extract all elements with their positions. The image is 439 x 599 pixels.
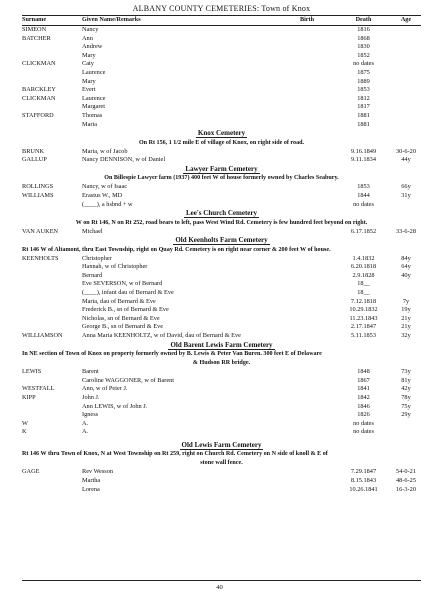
death-cell: 1853 bbox=[357, 86, 370, 94]
birth-cell bbox=[278, 103, 336, 112]
birth-cell bbox=[278, 263, 336, 272]
death-cell: 18__ bbox=[357, 289, 370, 297]
age-cell: 54-0-21 bbox=[396, 468, 416, 476]
surname-cell bbox=[22, 377, 82, 386]
age-cell bbox=[391, 35, 421, 44]
death-cell: 5.11.1853 bbox=[351, 332, 376, 340]
death-cell: 6.20.1818 bbox=[350, 263, 377, 271]
given-cell: Ann bbox=[82, 34, 93, 42]
death-cell: 18__ bbox=[357, 280, 370, 288]
table-row bbox=[22, 255, 421, 264]
death-cell: 1867 bbox=[357, 376, 370, 384]
birth-cell bbox=[278, 201, 336, 210]
death-cell: 1816 bbox=[357, 26, 370, 33]
surname-cell: BATCHER bbox=[22, 34, 51, 42]
given-cell: Caty bbox=[82, 60, 94, 68]
birth-cell bbox=[278, 86, 336, 95]
section-title-knox: Knox Cemetery bbox=[197, 129, 246, 138]
given-cell: Rev Wesson bbox=[82, 468, 114, 476]
given-cell: Mary bbox=[82, 77, 96, 85]
age-cell: 31y bbox=[401, 191, 411, 199]
age-cell: 33-6-28 bbox=[396, 227, 416, 235]
death-cell: 1842 bbox=[357, 393, 370, 401]
table-row bbox=[22, 468, 421, 477]
death-cell: 1848 bbox=[357, 368, 370, 376]
death-cell: 2.9.1828 bbox=[352, 271, 375, 279]
surname-cell bbox=[22, 121, 82, 130]
surname-cell bbox=[22, 411, 82, 420]
surname-cell bbox=[22, 477, 82, 486]
table-row bbox=[22, 121, 421, 130]
birth-cell bbox=[278, 289, 336, 298]
age-cell: 19y bbox=[401, 306, 411, 314]
table-row bbox=[22, 411, 421, 420]
death-cell: 1868 bbox=[357, 34, 370, 42]
birth-cell bbox=[278, 468, 336, 477]
birth-cell bbox=[278, 69, 336, 78]
death-cell: 9.11.1834 bbox=[351, 156, 376, 164]
table-row bbox=[22, 315, 421, 324]
birth-cell bbox=[278, 403, 336, 412]
table-row bbox=[22, 385, 421, 394]
section-note-barent-1: In NE section of Town of Knox on property formerly owned by B. Lewis & Peter Van Buren. 300 feet E of Delaware bbox=[22, 351, 322, 358]
given-cell: Bernard bbox=[82, 271, 103, 279]
age-cell: 30-6-20 bbox=[396, 147, 416, 155]
birth-cell bbox=[278, 148, 336, 157]
header-death: Death bbox=[355, 16, 372, 23]
table-row bbox=[22, 43, 421, 52]
given-cell: Nancy, w of Isaac bbox=[82, 183, 128, 191]
footer-rule bbox=[22, 580, 421, 581]
given-cell: Andrew bbox=[82, 43, 103, 51]
birth-cell bbox=[278, 43, 336, 52]
table-row bbox=[22, 60, 421, 69]
death-cell: 2.17.1847 bbox=[350, 323, 377, 331]
age-cell: 73y bbox=[401, 368, 411, 376]
birth-cell bbox=[278, 377, 336, 386]
death-cell: 1817 bbox=[357, 103, 370, 111]
birth-cell bbox=[278, 26, 336, 35]
table-row bbox=[22, 403, 421, 412]
section-title-keenholts: Old Keenholts Farm Cemetery bbox=[175, 236, 268, 245]
birth-cell bbox=[278, 420, 336, 429]
death-cell: 8.15.1843 bbox=[350, 476, 377, 484]
age-cell: 44y bbox=[401, 156, 411, 164]
given-cell: Maria, dau of Bernard & Eve bbox=[82, 297, 156, 305]
surname-cell bbox=[22, 298, 82, 307]
section-note-oldlewis-2: stone wall fence. bbox=[200, 460, 243, 467]
birth-cell bbox=[278, 332, 336, 341]
death-cell: 7.29.1847 bbox=[350, 468, 377, 476]
age-cell: 16-3-20 bbox=[396, 485, 416, 493]
surname-cell bbox=[22, 263, 82, 272]
surname-cell bbox=[22, 272, 82, 281]
age-cell: 29y bbox=[401, 411, 411, 419]
death-cell: 1853 bbox=[357, 183, 370, 191]
age-cell bbox=[391, 201, 421, 210]
given-cell: Nancy bbox=[82, 26, 99, 33]
given-cell: (____), a hsbnd + w bbox=[82, 200, 133, 208]
table-row bbox=[22, 368, 421, 377]
table-row bbox=[22, 280, 421, 289]
age-cell bbox=[391, 60, 421, 69]
birth-cell bbox=[278, 60, 336, 69]
given-cell: Barent bbox=[82, 368, 99, 376]
death-cell: 1830 bbox=[357, 43, 370, 51]
age-cell bbox=[391, 95, 421, 104]
given-cell: (____), infant dau of Bernard & Eve bbox=[82, 289, 174, 297]
age-cell: 7y bbox=[402, 297, 410, 305]
section-title-lees: Lee's Church Cemetery bbox=[185, 209, 258, 218]
table-row bbox=[22, 263, 421, 272]
section-note-knox: On Rt 156, 1 1/2 mile E of village of Knox, on right side of road. bbox=[138, 139, 305, 146]
age-cell: 64y bbox=[401, 263, 411, 271]
age-cell bbox=[391, 103, 421, 112]
column-header bbox=[22, 15, 421, 26]
table-row bbox=[22, 306, 421, 315]
surname-cell: CLICKMAN bbox=[22, 94, 56, 102]
surname-cell bbox=[22, 403, 82, 412]
death-cell: no dates bbox=[353, 60, 374, 68]
table-row bbox=[22, 298, 421, 307]
given-cell: Maria, w of Jacob bbox=[82, 147, 128, 155]
death-cell: 11.23.1843 bbox=[349, 314, 378, 322]
death-cell: 1.4.1832 bbox=[352, 254, 375, 262]
given-cell: George B., sn of Bernard & Eve bbox=[82, 323, 164, 331]
birth-cell bbox=[278, 428, 336, 437]
age-cell: 32y bbox=[401, 332, 411, 340]
birth-cell bbox=[278, 78, 336, 87]
birth-cell bbox=[278, 228, 336, 237]
section-note-lees: W on Rt 146, N on Rt 252, road bears to left, pass West Wind Rd. Cemetery is few hundred feet beyond on right. bbox=[75, 219, 368, 226]
surname-cell bbox=[22, 201, 82, 210]
death-cell: 10.26.1841 bbox=[349, 485, 378, 493]
table-row bbox=[22, 148, 421, 157]
given-cell: Martha bbox=[82, 476, 101, 484]
birth-cell bbox=[278, 394, 336, 403]
birth-cell bbox=[278, 306, 336, 315]
given-cell: Nancy DENNISON, w of Daniel bbox=[82, 156, 166, 164]
birth-cell bbox=[278, 298, 336, 307]
surname-cell: GALLUP bbox=[22, 156, 47, 164]
death-cell: no dates bbox=[353, 428, 374, 436]
surname-cell bbox=[22, 289, 82, 298]
surname-cell: WILLIAMSON bbox=[22, 332, 63, 340]
table-row bbox=[22, 78, 421, 87]
rows-top bbox=[22, 26, 421, 129]
section-note-barent-2: & Hudson RR bridge. bbox=[192, 360, 251, 367]
given-cell: A. bbox=[82, 419, 89, 427]
death-cell: 9.16.1849 bbox=[350, 147, 377, 155]
table-row bbox=[22, 428, 421, 437]
age-cell bbox=[391, 289, 421, 298]
section-title-barent: Old Barent Lewis Farm Cemetery bbox=[170, 340, 273, 349]
birth-cell bbox=[278, 156, 336, 165]
table-row bbox=[22, 156, 421, 165]
rows-keenholts bbox=[22, 255, 421, 341]
header-surname: Surname bbox=[22, 16, 47, 23]
given-cell: Anna Maria KEENHOLTZ, w of David, dau of Bernard & Eve bbox=[82, 332, 241, 340]
header-birth: Birth bbox=[299, 16, 315, 23]
birth-cell bbox=[278, 52, 336, 61]
given-cell: Laurence bbox=[82, 68, 106, 76]
given-cell: Evert bbox=[82, 86, 96, 94]
given-cell: Maria bbox=[82, 120, 98, 128]
rows-oldlewis bbox=[22, 468, 421, 494]
section-note-lawyer: On Billespie Lawyer farm (1937) 400 feet W of house formerly owned by Charles Seabury. bbox=[104, 175, 339, 182]
table-row bbox=[22, 192, 421, 201]
table-row bbox=[22, 272, 421, 281]
age-cell: 78y bbox=[401, 393, 411, 401]
surname-cell bbox=[22, 43, 82, 52]
surname-cell bbox=[22, 52, 82, 61]
surname-cell: K bbox=[22, 428, 27, 436]
birth-cell bbox=[278, 121, 336, 130]
surname-cell: CLICKMAN bbox=[22, 60, 56, 68]
birth-cell bbox=[278, 255, 336, 264]
given-cell: Caroline WAGGONER, w of Barent bbox=[82, 376, 175, 384]
page-title: ALBANY COUNTY CEMETERIES: Town of Knox bbox=[132, 4, 311, 13]
birth-cell bbox=[278, 486, 336, 495]
table-row bbox=[22, 289, 421, 298]
birth-cell bbox=[278, 368, 336, 377]
table-row bbox=[22, 420, 421, 429]
table-row bbox=[22, 477, 421, 486]
given-cell: Laurence bbox=[82, 94, 106, 102]
birth-cell bbox=[278, 477, 336, 486]
age-cell bbox=[391, 86, 421, 95]
age-cell bbox=[391, 121, 421, 130]
given-cell: Christopher bbox=[82, 254, 112, 262]
page-number: 40 bbox=[216, 584, 223, 591]
surname-cell: KIPP bbox=[22, 393, 36, 401]
table-row bbox=[22, 201, 421, 210]
birth-cell bbox=[278, 315, 336, 324]
table-row bbox=[22, 95, 421, 104]
given-cell: Nicholas, sn of Bernard & Eve bbox=[82, 314, 160, 322]
age-cell: 40y bbox=[401, 271, 411, 279]
death-cell: 1844 bbox=[357, 191, 370, 199]
death-cell: 1852 bbox=[357, 51, 370, 59]
surname-cell: BARCKLEY bbox=[22, 86, 56, 94]
table-row bbox=[22, 183, 421, 192]
surname-cell: BRUNK bbox=[22, 147, 45, 155]
birth-cell bbox=[278, 95, 336, 104]
death-cell: 7.12.1818 bbox=[350, 297, 377, 305]
birth-cell bbox=[278, 192, 336, 201]
rows-knox bbox=[22, 148, 421, 165]
surname-cell: WILLIAMS bbox=[22, 191, 54, 199]
section-title-oldlewis: Old Lewis Farm Cemetery bbox=[181, 440, 262, 449]
age-cell bbox=[391, 69, 421, 78]
given-cell: Mary bbox=[82, 51, 96, 59]
age-cell bbox=[391, 78, 421, 87]
table-row bbox=[22, 35, 421, 44]
given-cell: Frederick B., sn of Bernard & Eve bbox=[82, 306, 169, 314]
birth-cell bbox=[278, 112, 336, 121]
death-cell: no dates bbox=[353, 200, 374, 208]
table-row bbox=[22, 103, 421, 112]
section-note-keenholts: Rt 146 W of Altamont, thru East Township, right on Quay Rd. Cemetery is on right near corner & 200 feet W of house. bbox=[22, 246, 331, 253]
surname-cell: SIMEON bbox=[22, 26, 47, 33]
table-row bbox=[22, 394, 421, 403]
surname-cell: GAGE bbox=[22, 468, 40, 476]
age-cell: 81y bbox=[401, 376, 411, 384]
header-given: Given Name/Remarks bbox=[82, 16, 141, 23]
surname-cell: WESTFALL bbox=[22, 385, 55, 393]
age-cell: 75y bbox=[401, 402, 411, 410]
given-cell: Margaret bbox=[82, 103, 105, 111]
surname-cell: VAN AUKEN bbox=[22, 227, 59, 235]
table-row bbox=[22, 26, 421, 35]
surname-cell bbox=[22, 280, 82, 289]
given-cell: Michael bbox=[82, 227, 103, 235]
surname-cell bbox=[22, 486, 82, 495]
birth-cell bbox=[278, 280, 336, 289]
death-cell: no dates bbox=[353, 419, 374, 427]
given-cell: Thomas bbox=[82, 111, 103, 119]
birth-cell bbox=[278, 35, 336, 44]
birth-cell bbox=[278, 272, 336, 281]
surname-cell bbox=[22, 323, 82, 332]
table-row bbox=[22, 332, 421, 341]
age-cell bbox=[391, 112, 421, 121]
rows-lees bbox=[22, 228, 421, 237]
header-age: Age bbox=[400, 16, 412, 23]
death-cell: 10.29.1832 bbox=[349, 306, 378, 314]
death-cell: 1881 bbox=[357, 111, 370, 119]
surname-cell bbox=[22, 103, 82, 112]
age-cell: 21y bbox=[401, 314, 411, 322]
surname-cell: ROLLINGS bbox=[22, 183, 54, 191]
given-cell: Ann, w of Peter J. bbox=[82, 385, 128, 393]
age-cell: 21y bbox=[401, 323, 411, 331]
death-cell: 1875 bbox=[357, 68, 370, 76]
birth-cell bbox=[278, 323, 336, 332]
age-cell bbox=[391, 52, 421, 61]
table-row bbox=[22, 228, 421, 237]
surname-cell bbox=[22, 315, 82, 324]
table-row bbox=[22, 52, 421, 61]
table-row bbox=[22, 112, 421, 121]
rows-lawyer bbox=[22, 183, 421, 209]
given-cell: John J. bbox=[82, 393, 100, 401]
given-cell: Igness bbox=[82, 411, 99, 419]
death-cell: 1826 bbox=[357, 411, 370, 419]
section-note-oldlewis-1: Rt 146 W thru Town of Knox, N at West Township on Rt 259, right on Church Rd. Cemetery on N side of knoll & E of bbox=[22, 451, 328, 458]
rows-barent bbox=[22, 368, 421, 437]
table-row bbox=[22, 86, 421, 95]
age-cell: 42y bbox=[401, 385, 411, 393]
birth-cell bbox=[278, 183, 336, 192]
birth-cell bbox=[278, 411, 336, 420]
table-row bbox=[22, 377, 421, 386]
birth-cell bbox=[278, 385, 336, 394]
given-cell: Ann LEWIS, w of John J. bbox=[82, 402, 148, 410]
surname-cell: STAFFORD bbox=[22, 111, 54, 119]
death-cell: 1812 bbox=[357, 94, 370, 102]
table-row bbox=[22, 486, 421, 495]
given-cell: Erastus W., MD bbox=[82, 191, 123, 199]
given-cell: Hannah, w of Christopher bbox=[82, 263, 148, 271]
table-row bbox=[22, 69, 421, 78]
surname-cell: KEENHOLTS bbox=[22, 254, 59, 262]
age-cell: 48-6-25 bbox=[396, 476, 416, 484]
given-cell: A. bbox=[82, 428, 89, 436]
given-cell: Lorena bbox=[82, 485, 100, 493]
death-cell: 1841 bbox=[357, 385, 370, 393]
surname-cell bbox=[22, 69, 82, 78]
death-cell: 6.17.1852 bbox=[350, 227, 377, 235]
given-cell: Eve SEVERSON, w of Bernard bbox=[82, 280, 163, 288]
surname-cell bbox=[22, 78, 82, 87]
age-cell bbox=[391, 26, 421, 35]
table-row bbox=[22, 323, 421, 332]
section-title-lawyer: Lawyer Farm Cemetery bbox=[185, 164, 258, 173]
age-cell bbox=[391, 43, 421, 52]
age-cell bbox=[391, 428, 421, 437]
death-cell: 1846 bbox=[357, 402, 370, 410]
age-cell: 84y bbox=[401, 254, 411, 262]
age-cell: 66y bbox=[401, 183, 411, 191]
age-cell bbox=[391, 420, 421, 429]
age-cell bbox=[391, 280, 421, 289]
surname-cell: W bbox=[22, 419, 28, 427]
surname-cell bbox=[22, 306, 82, 315]
death-cell: 1881 bbox=[357, 120, 370, 128]
surname-cell: LEWIS bbox=[22, 368, 42, 376]
death-cell: 1889 bbox=[357, 77, 370, 85]
